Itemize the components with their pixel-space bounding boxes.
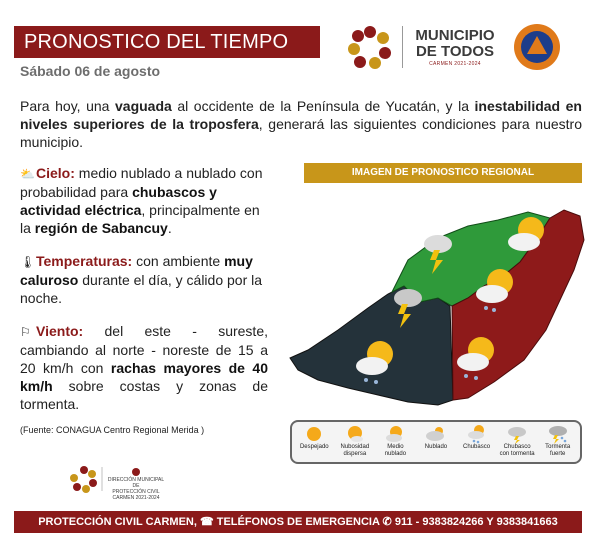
intro-text-2: al occidente de la Península de Yucatán, y la xyxy=(171,98,475,114)
legend-label-despejado: Despejado xyxy=(299,444,329,450)
viento-text-2: sobre costas y zonas de tormenta. xyxy=(20,378,268,412)
dir-line3: CARMEN 2021-2024 xyxy=(112,495,160,501)
partly-cloudy-icon xyxy=(384,424,406,444)
legend-item-medio-nublado xyxy=(376,424,414,458)
cielo-section xyxy=(20,164,268,237)
logo-line1: MUNICIPIO xyxy=(415,27,495,44)
cielo-bold-1: chubascos y actividad eléctrica xyxy=(20,184,217,218)
legend-label-medio-nublado: Medio nublado xyxy=(384,444,407,457)
proteccion-civil-badge xyxy=(513,23,561,71)
cloudy-icon xyxy=(425,424,447,444)
legend-item-tormenta-fuerte xyxy=(539,424,577,458)
legend-item-chubasco-tormenta xyxy=(498,424,536,458)
viento-section xyxy=(20,322,268,413)
legend-item-chubasco xyxy=(458,424,496,451)
sun-cloud-icon: ⛅ xyxy=(20,167,35,181)
cielo-text-2: , principalmente en la xyxy=(20,202,260,236)
legend-label-chubasco: Chubasco xyxy=(463,444,491,450)
legend-label-tormenta-fuerte: Tormenta fuerte xyxy=(545,444,571,457)
emergency-footer: PROTECCIÓN CIVIL CARMEN, ☎ TELÉFONOS DE EMERGENCIA ✆ 911 - 9383824266 Y 9383841663 xyxy=(14,511,582,533)
sun-small-cloud-icon xyxy=(344,424,366,444)
shower-storm-icon xyxy=(506,424,528,444)
intro-text-1: Para hoy, una xyxy=(20,98,115,114)
cielo-text-1: medio nublado a nublado con probabilidad para xyxy=(20,165,263,200)
legend-item-nublado xyxy=(417,424,455,451)
wind-flag-icon: ⚐ xyxy=(20,325,31,339)
intro-bold-1: vaguada xyxy=(115,98,172,114)
direccion-logo-text xyxy=(106,469,166,501)
temperaturas-bold-1: muy caluroso xyxy=(20,253,253,288)
sun-icon xyxy=(303,424,325,444)
map-header: IMAGEN DE PRONOSTICO REGIONAL xyxy=(304,163,582,183)
thermometer-icon: 🌡 xyxy=(20,255,36,269)
temperaturas-label: Temperaturas: xyxy=(36,253,133,269)
cielo-label: Cielo: xyxy=(36,165,75,181)
legend-item-nubosidad xyxy=(336,424,374,458)
dir-line1: DIRECCIÓN MUNICIPAL DE xyxy=(107,477,165,489)
regional-forecast-map xyxy=(288,190,588,420)
forecast-date: Sábado 06 de agosto xyxy=(20,63,161,79)
source-note: (Fuente: CONAGUA Centro Regional Merida ) xyxy=(20,425,205,435)
temperaturas-text-1: con ambiente xyxy=(132,253,225,269)
legend-item-despejado xyxy=(295,424,333,451)
intro-text-3: , generará las siguientes condiciones para nuestro municipio. xyxy=(20,116,582,150)
logo-line3: CARMEN 2021-2024 xyxy=(429,61,481,67)
cielo-text-3: . xyxy=(167,220,172,236)
cielo-bold-2: región de Sabancuy xyxy=(34,220,168,236)
page-title: PRONOSTICO DEL TIEMPO xyxy=(14,26,320,58)
weather-legend xyxy=(290,420,582,464)
logo-line2: DE TODOS xyxy=(415,43,495,60)
municipio-logo-text xyxy=(410,28,500,68)
legend-label-nublado: Nublado xyxy=(424,444,448,450)
viento-label: Viento: xyxy=(36,323,84,339)
legend-label-chubasco-tormenta: Chubasco con tormenta xyxy=(499,444,535,457)
legend-label-nubosidad: Nubosidad dispersa xyxy=(340,444,370,457)
viento-bold-1: rachas mayores de 40 km/h xyxy=(20,360,268,394)
strong-storm-icon xyxy=(547,424,569,444)
temperaturas-section xyxy=(20,252,268,307)
dir-line2: PROTECCIÓN CIVIL xyxy=(112,489,160,495)
shower-icon xyxy=(466,424,488,444)
intro-paragraph xyxy=(20,97,582,151)
viento-text-1: del este - sureste, cambiando al norte - noreste de 15 a 20 km/h con xyxy=(20,323,268,376)
logo-divider xyxy=(402,26,403,68)
intro-bold-2: inestabilidad en niveles superiores de la troposfera xyxy=(20,98,582,132)
temperaturas-text-2: durante el día, y cálido por la noche. xyxy=(20,272,263,306)
municipio-flower-logo xyxy=(347,24,393,70)
